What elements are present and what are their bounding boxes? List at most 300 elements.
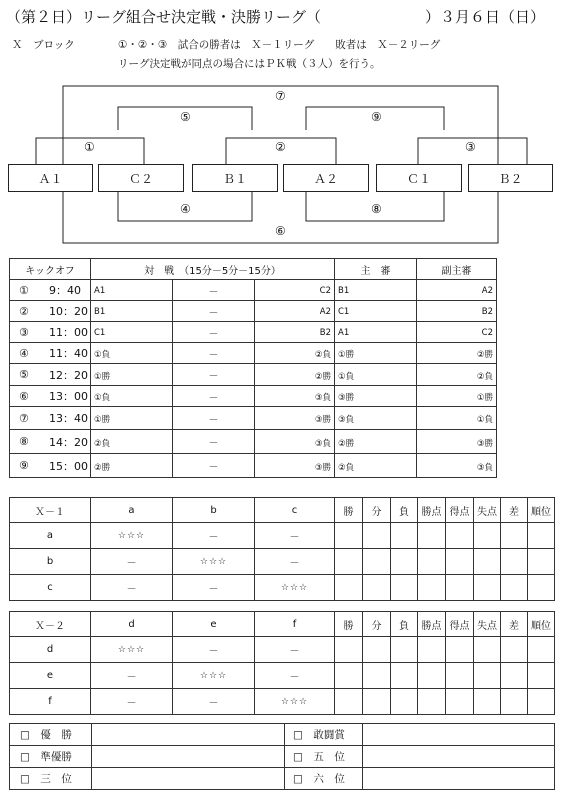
referee-cell (335, 322, 417, 343)
kickoff-value (10, 324, 90, 340)
match-number: ⑧ (19, 435, 29, 448)
stat-header: 差 (501, 612, 528, 637)
schedule-table (9, 258, 497, 478)
referee-cell (335, 407, 417, 430)
stat-cell (418, 663, 446, 689)
away-team-wrap (255, 346, 334, 360)
assistant-wrap (417, 305, 496, 317)
assistant-cell (417, 386, 497, 407)
kickoff-time: 13：00 (49, 390, 88, 403)
team-box-c2: Ｃ２ (98, 164, 184, 192)
league-result-cell: － (173, 575, 255, 601)
away-team: ②勝 (314, 371, 331, 382)
schedule-row (10, 280, 497, 301)
stat-cell (501, 689, 528, 715)
away-team: C2 (319, 286, 331, 296)
league-result-cell: ☆☆☆ (255, 689, 335, 715)
league-col-header: e (173, 612, 255, 637)
rule-text-1: ①・②・③ 試合の勝者は Ｘ－１リーグ 敗者は Ｘ－２リーグ (118, 39, 441, 51)
stat-cell (391, 689, 418, 715)
away-team: B2 (319, 328, 331, 338)
kickoff-cell (10, 386, 91, 407)
stat-cell (446, 575, 474, 601)
assistant-referee: ②負 (476, 371, 493, 382)
kickoff-cell (10, 343, 91, 364)
kickoff-time: 15：00 (49, 459, 88, 473)
assistant-wrap (417, 411, 496, 425)
team-box-b2: Ｂ２ (468, 164, 553, 192)
stat-cell (391, 575, 418, 601)
league-result-cell: － (255, 549, 335, 575)
league-col-header: b (173, 498, 255, 523)
referee-wrap (335, 435, 416, 449)
league-result-cell: － (91, 689, 173, 715)
referee: ①負 (338, 371, 355, 382)
versus-separator: － (173, 301, 255, 322)
assistant-cell (417, 407, 497, 430)
stat-cell (391, 549, 418, 575)
awards-table (9, 723, 555, 790)
kickoff-value (10, 367, 90, 383)
kickoff-value (10, 282, 90, 298)
stat-header: 分 (363, 612, 391, 637)
referee-cell (335, 343, 417, 364)
bracket-label-3: ③ (465, 140, 476, 154)
versus-separator: － (173, 280, 255, 301)
team-box-a2: Ａ２ (283, 164, 369, 192)
home-team-wrap (91, 459, 172, 473)
assistant-referee: ①勝 (476, 393, 493, 403)
stat-cell (474, 575, 501, 601)
stat-cell (446, 549, 474, 575)
stat-cell (418, 549, 446, 575)
referee: ②負 (338, 462, 355, 473)
rule-text-2: リーグ決定戦が同点の場合にはＰＫ戦（３人）を行う。 (118, 58, 381, 70)
kickoff-cell (10, 301, 91, 322)
away-team-cell (255, 407, 335, 430)
assistant-wrap (417, 326, 496, 338)
page-title: （第２日）リーグ組合せ決定戦・決勝リーグ（ (6, 8, 322, 26)
referee-wrap (335, 459, 416, 473)
match-number: ⑨ (19, 459, 29, 472)
stat-cell (474, 689, 501, 715)
match-number: ③ (19, 325, 29, 339)
away-team: ③負 (314, 393, 331, 403)
stat-cell (528, 575, 555, 601)
league-row (10, 637, 555, 663)
stat-cell (418, 637, 446, 663)
stat-header: 得点 (446, 498, 474, 523)
away-team-cell (255, 364, 335, 386)
stat-cell (501, 663, 528, 689)
home-team-wrap (91, 389, 172, 403)
home-team: C1 (94, 328, 106, 338)
stat-header: 失点 (474, 498, 501, 523)
league-result-cell: ☆☆☆ (173, 549, 255, 575)
block-label: Ｘ ブロック (12, 39, 75, 51)
away-team: ③負 (314, 438, 331, 449)
kickoff-value (10, 388, 90, 404)
assistant-cell (417, 280, 497, 301)
stat-header: 失点 (474, 612, 501, 637)
versus-separator: － (173, 430, 255, 454)
home-team-cell (91, 454, 173, 478)
schedule-header-row (10, 259, 497, 280)
home-team-wrap (91, 305, 172, 317)
away-team-wrap (255, 305, 334, 317)
referee-cell (335, 386, 417, 407)
stat-cell (335, 689, 363, 715)
stat-cell (528, 689, 555, 715)
away-team-wrap (255, 368, 334, 382)
bracket-label-9: ⑨ (371, 110, 382, 124)
referee-wrap (335, 389, 416, 403)
referee: ①勝 (338, 350, 355, 360)
league-header-row (10, 612, 555, 637)
referee: ③負 (338, 415, 355, 425)
away-team-cell (255, 301, 335, 322)
match-number: ② (19, 304, 29, 318)
assistant-referee: B2 (481, 307, 493, 317)
stat-cell (335, 523, 363, 549)
bracket-label-5: ⑤ (180, 110, 191, 124)
away-team-wrap (255, 411, 334, 425)
referee-wrap (335, 284, 416, 296)
referee-header: 主 審 (335, 259, 417, 280)
assistant-referee: ②勝 (476, 350, 493, 360)
match-number: ① (19, 283, 29, 297)
stat-header: 勝点 (418, 498, 446, 523)
assistant-referee: ①負 (476, 415, 493, 425)
stat-cell (418, 689, 446, 715)
versus-separator: － (173, 322, 255, 343)
kickoff-cell (10, 364, 91, 386)
stat-cell (335, 637, 363, 663)
home-team: ①勝 (94, 415, 111, 425)
schedule-row (10, 454, 497, 478)
league-row (10, 575, 555, 601)
league-result-cell: ☆☆☆ (91, 637, 173, 663)
home-team: ①勝 (94, 371, 111, 382)
stat-cell (528, 549, 555, 575)
league-result-cell: － (173, 637, 255, 663)
assistant-referee: C2 (481, 328, 493, 338)
home-team-wrap (91, 368, 172, 382)
schedule-row (10, 343, 497, 364)
match-number: ⑦ (19, 411, 29, 425)
bracket-label-8: ⑧ (371, 202, 382, 216)
schedule-row (10, 301, 497, 322)
league-result-cell: － (255, 523, 335, 549)
stat-cell (528, 637, 555, 663)
kickoff-value (10, 434, 90, 450)
match-number: ④ (19, 346, 29, 360)
assistant-wrap (417, 435, 496, 449)
assistant-cell (417, 454, 497, 478)
referee-cell (335, 364, 417, 386)
schedule-row (10, 386, 497, 407)
award-entry-left (92, 724, 285, 746)
league-name: Ｘ－２ (10, 612, 91, 637)
away-team-cell (255, 454, 335, 478)
stat-cell (474, 523, 501, 549)
away-team-wrap (255, 459, 334, 473)
kickoff-time: 12：20 (49, 368, 88, 382)
league-result-cell: － (255, 637, 335, 663)
away-team-wrap (255, 284, 334, 296)
league-header-row (10, 498, 555, 523)
referee-wrap (335, 346, 416, 360)
league-result-cell: － (91, 549, 173, 575)
away-team-cell (255, 430, 335, 454)
home-team-cell (91, 430, 173, 454)
bracket-label-7: ⑦ (275, 89, 286, 103)
home-team-wrap (91, 284, 172, 296)
home-team-wrap (91, 346, 172, 360)
schedule-row (10, 364, 497, 386)
league-result-cell: － (91, 575, 173, 601)
stat-cell (501, 523, 528, 549)
stat-cell (363, 637, 391, 663)
award-entry-right (363, 746, 555, 768)
away-team-cell (255, 343, 335, 364)
league-row (10, 549, 555, 575)
kickoff-cell (10, 407, 91, 430)
award-row (10, 746, 555, 768)
bracket-lines (0, 0, 565, 260)
award-entry-left (92, 746, 285, 768)
home-team: ②勝 (94, 462, 111, 473)
referee-wrap (335, 368, 416, 382)
bracket-label-1: ① (84, 140, 95, 154)
home-team-cell (91, 364, 173, 386)
kickoff-header: キックオフ (10, 259, 91, 280)
award-label-left: □ 優 勝 (10, 724, 92, 746)
bracket-label-4: ④ (180, 202, 191, 216)
team-box-c1: Ｃ１ (376, 164, 462, 192)
award-label-left: □ 三 位 (10, 768, 92, 790)
assistant-referee: ③負 (476, 462, 493, 473)
assistant-cell (417, 364, 497, 386)
schedule-row (10, 430, 497, 454)
home-team-cell (91, 322, 173, 343)
schedule-row (10, 407, 497, 430)
stat-cell (391, 663, 418, 689)
away-team-wrap (255, 435, 334, 449)
home-team: A1 (94, 286, 106, 296)
stat-cell (418, 575, 446, 601)
schedule-row (10, 322, 497, 343)
referee: C1 (338, 307, 350, 317)
referee-cell (335, 280, 417, 301)
award-entry-right (363, 768, 555, 790)
versus-separator: － (173, 407, 255, 430)
league-row (10, 663, 555, 689)
referee: B1 (338, 286, 350, 296)
away-team-wrap (255, 389, 334, 403)
award-label-right: □ 五 位 (285, 746, 363, 768)
assistant-referee: ③勝 (476, 438, 493, 449)
team-box-a1: Ａ１ (8, 164, 93, 192)
stat-cell (446, 689, 474, 715)
assistant-wrap (417, 368, 496, 382)
stat-cell (474, 637, 501, 663)
award-label-left: □ 準優勝 (10, 746, 92, 768)
league-result-cell: ☆☆☆ (255, 575, 335, 601)
league-x1-table (9, 497, 555, 601)
referee: ③勝 (338, 393, 355, 403)
league-result-cell: ☆☆☆ (91, 523, 173, 549)
stat-header: 負 (391, 498, 418, 523)
stat-cell (446, 663, 474, 689)
versus-separator: － (173, 364, 255, 386)
kickoff-time: 14：20 (49, 435, 88, 449)
referee-wrap (335, 326, 416, 338)
home-team-wrap (91, 326, 172, 338)
stat-cell (474, 549, 501, 575)
stat-cell (528, 663, 555, 689)
versus-separator: － (173, 454, 255, 478)
kickoff-cell (10, 430, 91, 454)
away-team-cell (255, 386, 335, 407)
versus-separator: － (173, 343, 255, 364)
assistant-wrap (417, 284, 496, 296)
referee-cell (335, 454, 417, 478)
stat-cell (391, 523, 418, 549)
referee: ②勝 (338, 438, 355, 449)
stat-cell (335, 663, 363, 689)
kickoff-cell (10, 280, 91, 301)
stat-cell (501, 637, 528, 663)
league-row (10, 689, 555, 715)
stat-cell (363, 575, 391, 601)
match-number: ⑥ (19, 389, 29, 403)
assistant-cell (417, 322, 497, 343)
versus-separator: － (173, 386, 255, 407)
stat-cell (446, 637, 474, 663)
match-header: 対 戦 （15分－5分－15分） (91, 259, 335, 280)
stat-header: 差 (501, 498, 528, 523)
stat-cell (363, 663, 391, 689)
kickoff-time: 10：20 (49, 305, 88, 318)
home-team-cell (91, 407, 173, 430)
league-result-cell: － (173, 523, 255, 549)
league-result-cell: － (91, 663, 173, 689)
stat-header: 分 (363, 498, 391, 523)
league-team: e (10, 663, 91, 689)
home-team-cell (91, 301, 173, 322)
league-result-cell: ☆☆☆ (173, 663, 255, 689)
away-team-cell (255, 322, 335, 343)
away-team: ②負 (314, 350, 331, 360)
stat-cell (391, 637, 418, 663)
bracket-label-6: ⑥ (275, 224, 286, 238)
league-result-cell: － (173, 689, 255, 715)
kickoff-value (10, 410, 90, 426)
home-team-cell (91, 343, 173, 364)
assistant-wrap (417, 459, 496, 473)
home-team: B1 (94, 307, 106, 317)
kickoff-time: 11：00 (49, 326, 88, 339)
referee-wrap (335, 305, 416, 317)
stat-cell (335, 549, 363, 575)
stat-header: 勝 (335, 498, 363, 523)
stat-header: 順位 (528, 612, 555, 637)
stat-cell (363, 549, 391, 575)
home-team-wrap (91, 411, 172, 425)
home-team: ②負 (94, 438, 111, 449)
assistant-header: 副主審 (417, 259, 497, 280)
kickoff-time: 11：40 (49, 347, 88, 360)
league-x2-table (9, 611, 555, 715)
stat-cell (418, 523, 446, 549)
league-team: d (10, 637, 91, 663)
home-team-cell (91, 386, 173, 407)
assistant-wrap (417, 346, 496, 360)
team-box-b1: Ｂ１ (192, 164, 278, 192)
kickoff-value (10, 345, 90, 361)
league-team: a (10, 523, 91, 549)
league-name: Ｘ－１ (10, 498, 91, 523)
assistant-cell (417, 430, 497, 454)
league-col-header: a (91, 498, 173, 523)
away-team-wrap (255, 326, 334, 338)
away-team: ③勝 (314, 415, 331, 425)
stat-cell (501, 549, 528, 575)
match-number: ⑤ (19, 368, 29, 381)
award-entry-left (92, 768, 285, 790)
assistant-cell (417, 343, 497, 364)
stat-cell (501, 575, 528, 601)
award-row (10, 768, 555, 790)
away-team-cell (255, 280, 335, 301)
league-team: b (10, 549, 91, 575)
kickoff-time: 13：40 (49, 412, 88, 425)
referee: A1 (338, 328, 350, 338)
kickoff-cell (10, 454, 91, 478)
assistant-cell (417, 301, 497, 322)
league-result-cell: － (255, 663, 335, 689)
home-team: ①負 (94, 393, 111, 403)
stat-cell (446, 523, 474, 549)
award-row (10, 724, 555, 746)
stat-header: 得点 (446, 612, 474, 637)
referee-cell (335, 430, 417, 454)
referee-wrap (335, 411, 416, 425)
kickoff-cell (10, 322, 91, 343)
stat-header: 勝点 (418, 612, 446, 637)
page-date: ）３月６日（日） (425, 8, 546, 26)
referee-cell (335, 301, 417, 322)
stat-cell (363, 689, 391, 715)
stat-header: 勝 (335, 612, 363, 637)
away-team: A2 (319, 307, 331, 317)
kickoff-time: 9：40 (49, 284, 81, 297)
stat-cell (528, 523, 555, 549)
league-team: f (10, 689, 91, 715)
league-team: c (10, 575, 91, 601)
stat-cell (474, 663, 501, 689)
kickoff-value (10, 458, 90, 474)
league-col-header: d (91, 612, 173, 637)
home-team-cell (91, 280, 173, 301)
away-team: ③勝 (314, 462, 331, 473)
award-label-right: □ 敢闘賞 (285, 724, 363, 746)
stat-cell (363, 523, 391, 549)
kickoff-value (10, 303, 90, 319)
home-team-wrap (91, 435, 172, 449)
stat-cell (335, 575, 363, 601)
